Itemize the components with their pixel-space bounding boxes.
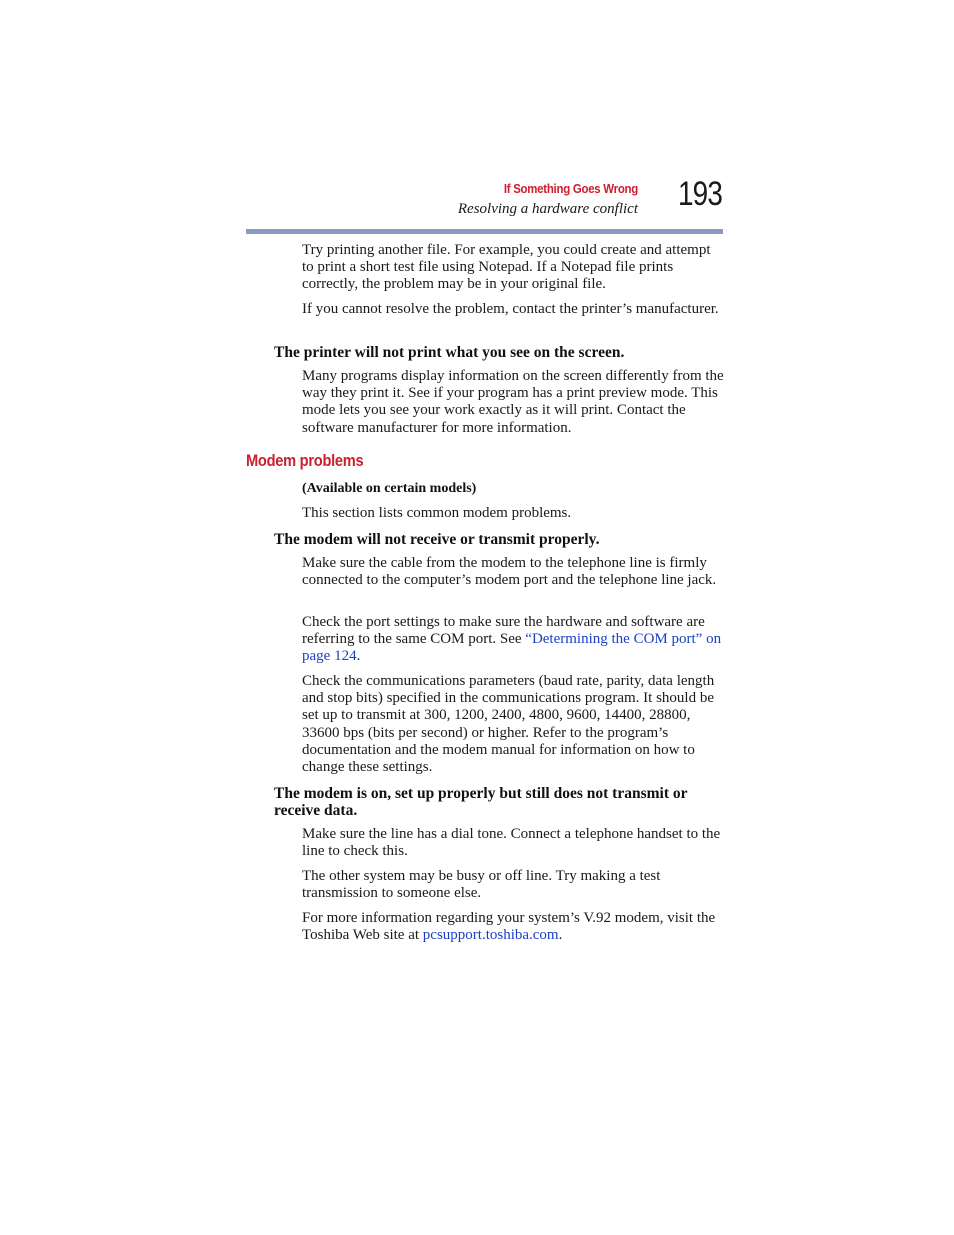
paragraph-text: For more information regarding your system’s V.92 modem, visit the Toshiba Web site at xyxy=(302,910,716,944)
paragraph-text: . xyxy=(558,927,563,944)
paragraph xyxy=(302,910,724,944)
support-site-link[interactable]: pcsupport.toshiba.com xyxy=(422,927,559,944)
paragraph-text: . xyxy=(356,648,361,665)
paragraph: The other system may be busy or off line. Try making a test transmission to someone else. xyxy=(302,868,661,902)
paragraph xyxy=(302,614,724,666)
paragraph: Make sure the cable from the modem to the telephone line is firmly connected to the computer’s modem port and the telephone line jack. xyxy=(302,555,717,589)
paragraph: Many programs display information on the screen differently from the way they print it. See if your program has a print preview mode. This mode lets you see your work exactly as it will print. Contact the software manufacturer for more information. xyxy=(302,368,724,436)
paragraph: Check the communications parameters (baud rate, parity, data length and stop bits) specified in the communications program. It should be set up to transmit at 300, 1200, 2400, 4800, 9600, 14400, 28800, 33600 bps (bits per second) or higher. Refer to the program’s documentation and the modem manual for information on how to change these settings. xyxy=(302,673,715,776)
header-rule xyxy=(246,229,723,234)
problem-heading: The printer will not print what you see on the screen. xyxy=(274,344,625,361)
section-heading: Modem problems xyxy=(246,451,364,470)
paragraph-text: Check the port settings to make sure the hardware and software are referring to the same COM port. See xyxy=(302,614,705,648)
problem-heading: The modem will not receive or transmit properly. xyxy=(274,531,600,548)
chapter-title: If Something Goes Wrong xyxy=(503,181,638,196)
problem-heading: The modem is on, set up properly but still does not transmit or receive data. xyxy=(274,785,688,820)
paragraph: Try printing another file. For example, you could create and attempt to print a short test file using Notepad. If a Notepad file prints correctly, the problem may be in your original file. xyxy=(302,242,711,293)
availability-note: (Available on certain models) xyxy=(302,481,477,496)
paragraph: This section lists common modem problems. xyxy=(302,505,572,521)
page-number: 193 xyxy=(678,175,723,213)
section-title: Resolving a hardware conflict xyxy=(457,201,638,217)
paragraph: Make sure the line has a dial tone. Connect a telephone handset to the line to check this. xyxy=(302,826,721,860)
paragraph: If you cannot resolve the problem, contact the printer’s manufacturer. xyxy=(302,301,719,317)
com-port-link[interactable]: “Determining the COM port” on page 124 xyxy=(302,631,722,665)
